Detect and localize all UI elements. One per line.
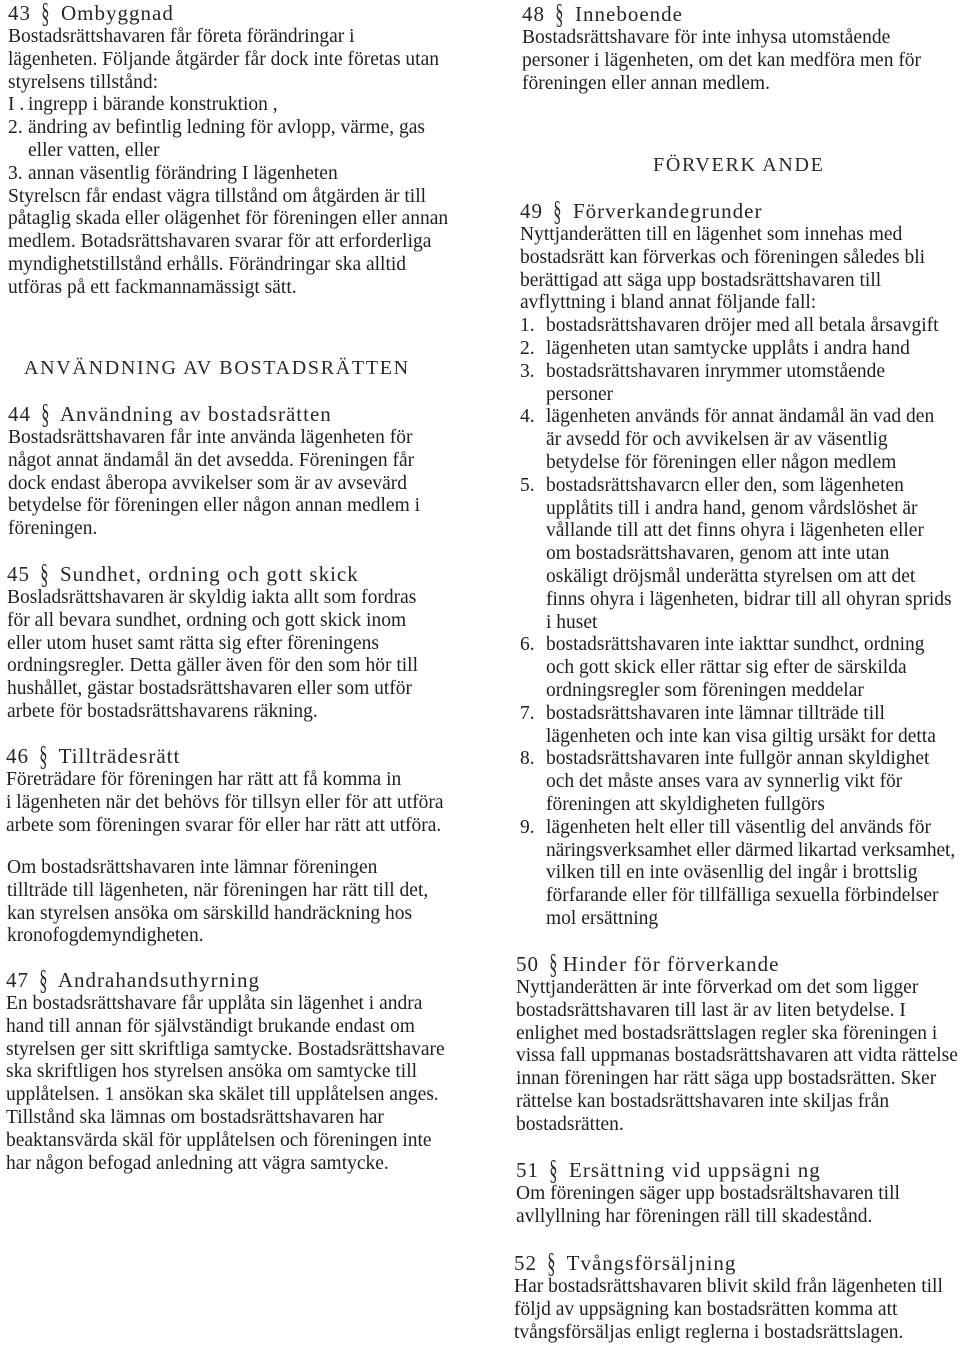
paragraph bbox=[516, 1183, 958, 1229]
list-item-continuation bbox=[520, 566, 958, 589]
text-line: Har bostadsrättshavaren blivit skild från lägenheten till bbox=[514, 1276, 943, 1297]
text-line: i lägenheten när det behövs för tillsyn eller för att utföra bbox=[6, 791, 444, 813]
section-heading: 49 § Förverkandegrunder bbox=[520, 194, 763, 228]
text-line: Styrelscn får endast vägra tillstånd om åtgärden är till bbox=[8, 185, 427, 207]
list-item-text: betydelse för föreningen eller någon medlem bbox=[546, 451, 897, 473]
text-line: bostadsrätten. bbox=[516, 1113, 624, 1135]
right-column bbox=[514, 0, 958, 1345]
list-item bbox=[520, 748, 958, 771]
text-line: kronofogdemyndigheten. bbox=[7, 925, 204, 947]
text-line: följd av uppsägning kan bostadsrätten komma att bbox=[514, 1298, 898, 1320]
list-number: 2. bbox=[8, 117, 23, 139]
section-51-ersattning bbox=[516, 1153, 958, 1229]
section-heading: 51 § Ersättning vid uppsägni ng bbox=[516, 1153, 821, 1187]
paragraph bbox=[7, 587, 458, 724]
list-number: 5. bbox=[520, 474, 535, 496]
paragraph bbox=[522, 27, 958, 95]
text-line: Nyttjanderätten till en lägenhet som innehas med bbox=[520, 224, 903, 245]
section-heading: 47 § Andrahandsuthyrning bbox=[6, 963, 260, 997]
list-item-continuation bbox=[520, 498, 958, 521]
paragraph bbox=[514, 1276, 958, 1344]
section-sign: § bbox=[41, 397, 51, 431]
list-item-text: i huset bbox=[546, 611, 598, 633]
text-line: föreningen eller annan medlem. bbox=[522, 72, 770, 94]
list-number: 3. bbox=[8, 162, 23, 184]
chapter-title-usage: ANVÄNDNING AV BOSTADSRÄTTEN bbox=[24, 357, 410, 379]
text-line: Nyttjanderätten är inte förverkad om det som ligger bbox=[516, 977, 919, 998]
text-line: ska skriftligen hos styrelsen ansöka om samtycke till bbox=[6, 1061, 418, 1083]
list-item-text: föreningen att skyldigheten fullgörs bbox=[546, 793, 825, 815]
section-sign: § bbox=[549, 1153, 559, 1187]
section-sign: § bbox=[547, 1246, 557, 1280]
text-line: eller utom huset samt rätta sig efter föreningens bbox=[7, 632, 380, 654]
text-line: tvångsförsäljas enligt reglerna i bostadsrättslagen. bbox=[514, 1321, 904, 1343]
section-heading: 48 § Inneboende bbox=[522, 1, 958, 27]
list-number: 6. bbox=[520, 634, 535, 656]
list-item bbox=[520, 634, 958, 657]
list-item-text: upplåtits till i andra hand, genom vårdslöshet är bbox=[546, 497, 918, 519]
text-line: Bostadsrättshavaren får inte använda lägenheten för bbox=[8, 427, 413, 448]
section-sign: § bbox=[39, 739, 49, 773]
text-line: arbete för bostadsrättshavarens räkning. bbox=[7, 700, 318, 722]
text-line: medlem. Botadsrättshavaren svarar för att erforderliga bbox=[8, 231, 432, 253]
list-item-text: ingrepp i bärande konstruktion , bbox=[28, 94, 278, 116]
section-sign: § bbox=[555, 0, 565, 31]
list-item-continuation bbox=[520, 429, 958, 452]
list-item-continuation bbox=[520, 840, 958, 863]
text-line: styrelsens tillstånd: bbox=[8, 71, 159, 93]
text-line: tillträde till lägenheten, när föreningen har rätt till det, bbox=[7, 879, 429, 901]
left-column bbox=[6, 0, 458, 1345]
list-item-continuation bbox=[520, 680, 958, 703]
text-line: styrelsen ger sitt skriftliga samtycke. Bostadsrättshavare bbox=[6, 1038, 445, 1060]
list-item-text: lägenheten helt eller till väsentlig del används för bbox=[546, 816, 931, 838]
paragraph bbox=[520, 224, 958, 315]
section-48-inneboende bbox=[522, 1, 958, 95]
list-item bbox=[520, 361, 958, 384]
text-line: upplåtelsen. 1 ansökan ska skälet till upplåtelsen anges. bbox=[6, 1084, 439, 1106]
text-line: Om bostadsrättshavaren inte lämnar föreningen bbox=[7, 857, 378, 878]
list-item-text: vilken till en inte oväsenllig del ingår i brottslig bbox=[546, 862, 918, 884]
text-line: Om föreningen säger upp bostadsrältshavaren till bbox=[516, 1183, 900, 1204]
list-item bbox=[8, 117, 458, 140]
text-line: innan föreningen har rätt säga upp bostadsrätten. Sker bbox=[516, 1068, 937, 1090]
list-item-continuation bbox=[8, 140, 458, 163]
paragraph bbox=[6, 769, 458, 837]
paragraph bbox=[6, 993, 458, 1175]
numbered-list bbox=[520, 315, 958, 931]
list-item bbox=[520, 406, 958, 429]
section-heading: 52 § Tvångsförsäljning bbox=[514, 1246, 737, 1280]
text-line: betydelse för föreningen eller någon annan medlem i bbox=[8, 495, 421, 517]
section-49-forverkandegrunder bbox=[520, 194, 958, 931]
list-number: 3. bbox=[520, 360, 535, 382]
numbered-list bbox=[8, 94, 458, 185]
paragraph bbox=[8, 427, 458, 541]
text-line: bostadsrättshavaren till last är av liten betydelse. I bbox=[516, 999, 906, 1021]
list-number: I . bbox=[8, 94, 25, 116]
list-item-continuation bbox=[520, 885, 958, 908]
text-line: Företrädare för föreningen har rätt att få komma in bbox=[6, 769, 402, 790]
text-line: något annat ändamål än det avsedda. Föreningen får bbox=[8, 449, 415, 471]
list-item-text: och det måste anses vara av synnerlig vikt för bbox=[546, 771, 903, 793]
list-item-continuation bbox=[520, 657, 958, 680]
chapter-title-forfeiture: FÖRVERK ANDE bbox=[653, 154, 825, 176]
list-item-continuation bbox=[520, 520, 958, 543]
list-item-continuation bbox=[520, 794, 958, 817]
list-item-text: annan väsentlig förändring I lägenheten bbox=[28, 162, 338, 184]
section-45-sundhet bbox=[7, 557, 458, 724]
paragraph bbox=[8, 186, 458, 300]
list-item-text: om bostadsrättshavaren, genom att inte utan bbox=[546, 543, 890, 565]
list-item-text: vållande till att det finns ohyra i lägenheten eller bbox=[546, 520, 924, 542]
list-item bbox=[8, 94, 458, 117]
section-sign: § bbox=[40, 557, 50, 591]
text-line: dock endast åberopa avvikelser som är av avsevärd bbox=[8, 472, 408, 494]
section-heading: 44 § Användning av bostadsrätten bbox=[8, 397, 332, 431]
text-line: berättigad att säga upp bostadsrättshavaren till bbox=[520, 269, 882, 291]
section-44-anvandning bbox=[8, 397, 458, 541]
section-heading: 43 § Ombyggnad bbox=[8, 0, 458, 26]
list-item-continuation bbox=[520, 771, 958, 794]
text-line: ordningsregler. Detta gäller även för den som hör till bbox=[7, 655, 419, 677]
section-heading: 46 § Tillträdesrätt bbox=[6, 739, 181, 773]
text-line: kan styrelsen ansöka om särskilld handräckning hos bbox=[7, 902, 413, 924]
section-sign: § bbox=[39, 963, 49, 997]
text-line: Bosladsrättshavaren är skyldig iakta allt som fordras bbox=[7, 587, 417, 608]
list-item bbox=[520, 817, 958, 840]
list-item-text: är avsedd för och avvikelsen är av väsentlig bbox=[546, 429, 888, 451]
list-item-text: och gott skick eller rättar sig efter de särskilda bbox=[546, 657, 907, 679]
list-number: 4. bbox=[520, 406, 535, 428]
text-line: avflyttning i bland annat följande fall: bbox=[520, 292, 817, 314]
list-number: 2. bbox=[520, 337, 535, 359]
section-sign: § bbox=[553, 194, 563, 228]
list-item-text: oskäligt dröjsmål underätta styrelsen om att det bbox=[546, 565, 916, 587]
list-item-continuation bbox=[520, 543, 958, 566]
list-item-text: bostadsrättshavaren dröjer med all betala årsavgift bbox=[546, 315, 939, 337]
text-line: beaktansvärda skäl för upplåtelsen och föreningen inte bbox=[6, 1129, 432, 1151]
list-number: 9. bbox=[520, 816, 535, 838]
list-item-text: bostadsrättshavaren inrymmer utomstående bbox=[546, 360, 885, 382]
list-item-continuation bbox=[520, 862, 958, 885]
section-47-andrahandsuthyrning bbox=[6, 963, 458, 1175]
section-52-tvangsforsaljning bbox=[514, 1246, 958, 1344]
list-item-continuation bbox=[520, 612, 958, 635]
paragraph bbox=[516, 977, 958, 1137]
list-item-text: bostadsrättshavaren inte iakttar sundhct, ordning bbox=[546, 634, 925, 656]
list-item-text: personer bbox=[546, 383, 614, 405]
list-item-continuation bbox=[520, 726, 958, 749]
list-item bbox=[520, 703, 958, 726]
paragraph bbox=[8, 26, 458, 94]
section-sign: § bbox=[549, 947, 559, 981]
text-line: bostadsrätt kan förverkas och föreningen således bli bbox=[520, 246, 926, 268]
list-number: 7. bbox=[520, 702, 535, 724]
text-line: myndighetstillstånd erhålls. Förändringar ska alltid bbox=[8, 253, 407, 275]
section-46-tilltradesratt bbox=[6, 739, 458, 837]
list-item-continuation bbox=[520, 384, 958, 407]
list-item-continuation bbox=[520, 452, 958, 475]
text-line: för all bevara sundhet, ordning och gott skick inom bbox=[7, 609, 407, 631]
list-item-text: näringsverksamhet eller därmed likartad verksamhet, bbox=[546, 839, 956, 861]
section-heading: 45 § Sundhet, ordning och gott skick bbox=[7, 557, 359, 591]
list-number: 1. bbox=[520, 315, 535, 337]
list-item-text: lägenheten och inte kan visa giltig ursäkt for detta bbox=[546, 725, 936, 747]
list-item-text: lägenheten används för annat ändamål än vad den bbox=[546, 406, 935, 428]
text-line: arbete som föreningen svarar för eller har rätt att utföra. bbox=[6, 814, 442, 836]
text-line: föreningen. bbox=[8, 518, 98, 540]
text-line: hushållet, gästar bostadsrättshavaren eller som utför bbox=[7, 678, 413, 700]
text-line: hand till annan för självständigt brukande endast om bbox=[6, 1015, 415, 1037]
section-heading: 50 § Hinder för förverkande bbox=[516, 947, 780, 981]
text-line: lägenheten. Följande åtgärder får dock inte företas utan bbox=[8, 48, 439, 70]
text-line: enlighet med bostadsrättslagen regler ska föreningen i bbox=[516, 1022, 938, 1044]
list-item-text: mol ersättning bbox=[546, 907, 659, 929]
text-line: En bostadsrättshavare får upplåta sin lägenhet i andra bbox=[6, 993, 423, 1014]
list-item-text: finns ohyra i lägenheten, bidrar till all ohyran sprids bbox=[546, 588, 952, 610]
text-line: utföras på ett fackmannamässigt sätt. bbox=[8, 276, 297, 298]
list-item-text: förfarande eller för tillfälliga sexuella förbindelser bbox=[546, 885, 939, 907]
list-item bbox=[520, 315, 958, 338]
section-50-hinder bbox=[516, 947, 958, 1137]
list-item-text: ändring av befintlig ledning för avlopp, värme, gas bbox=[28, 117, 425, 139]
list-item bbox=[520, 475, 958, 498]
list-item bbox=[520, 338, 958, 361]
list-item-text: bostadsrättshavarcn eller den, som lägenheten bbox=[546, 474, 904, 496]
text-line: avllyllning har föreningen räll till skadestånd. bbox=[516, 1205, 873, 1227]
text-line: har någon befogad anledning att vägra samtycke. bbox=[6, 1152, 389, 1174]
list-item-continuation bbox=[520, 908, 958, 931]
text-line: Tillstånd ska lämnas om bostadsrättshavaren har bbox=[6, 1106, 384, 1128]
list-item-text: eller vatten, eller bbox=[28, 139, 160, 161]
text-line: Bostadsrättshavare för inte inhysa utomstående bbox=[522, 27, 891, 48]
list-item-continuation bbox=[520, 589, 958, 612]
text-line: personer i lägenheten, om det kan medföra men för bbox=[522, 49, 922, 71]
list-item bbox=[8, 163, 458, 186]
list-number: 8. bbox=[520, 748, 535, 770]
text-line: rättelse kan bostadsrättshavaren inte skiljas från bbox=[516, 1090, 890, 1112]
list-item-text: lägenheten utan samtycke upplåts i andra hand bbox=[546, 337, 910, 359]
section-sign: § bbox=[41, 0, 51, 30]
section-46-paragraph-2 bbox=[7, 857, 458, 948]
list-item-text: ordningsregler som föreningen meddelar bbox=[546, 679, 864, 701]
list-item-text: bostadsrättshavaren inte fullgör annan skyldighet bbox=[546, 748, 930, 770]
section-43-ombyggnad bbox=[8, 0, 458, 300]
list-item-text: bostadsrättshavaren inte lämnar tillträde till bbox=[546, 702, 885, 724]
text-line: Bostadsrättshavaren får företa förändringar i bbox=[8, 26, 355, 47]
paragraph bbox=[7, 857, 458, 948]
text-line: påtaglig skada eller olägenhet för föreningen eller annan bbox=[8, 208, 449, 230]
text-line: vissa fall uppmanas bostadsrättshavaren att vidta rättelse bbox=[516, 1045, 958, 1067]
